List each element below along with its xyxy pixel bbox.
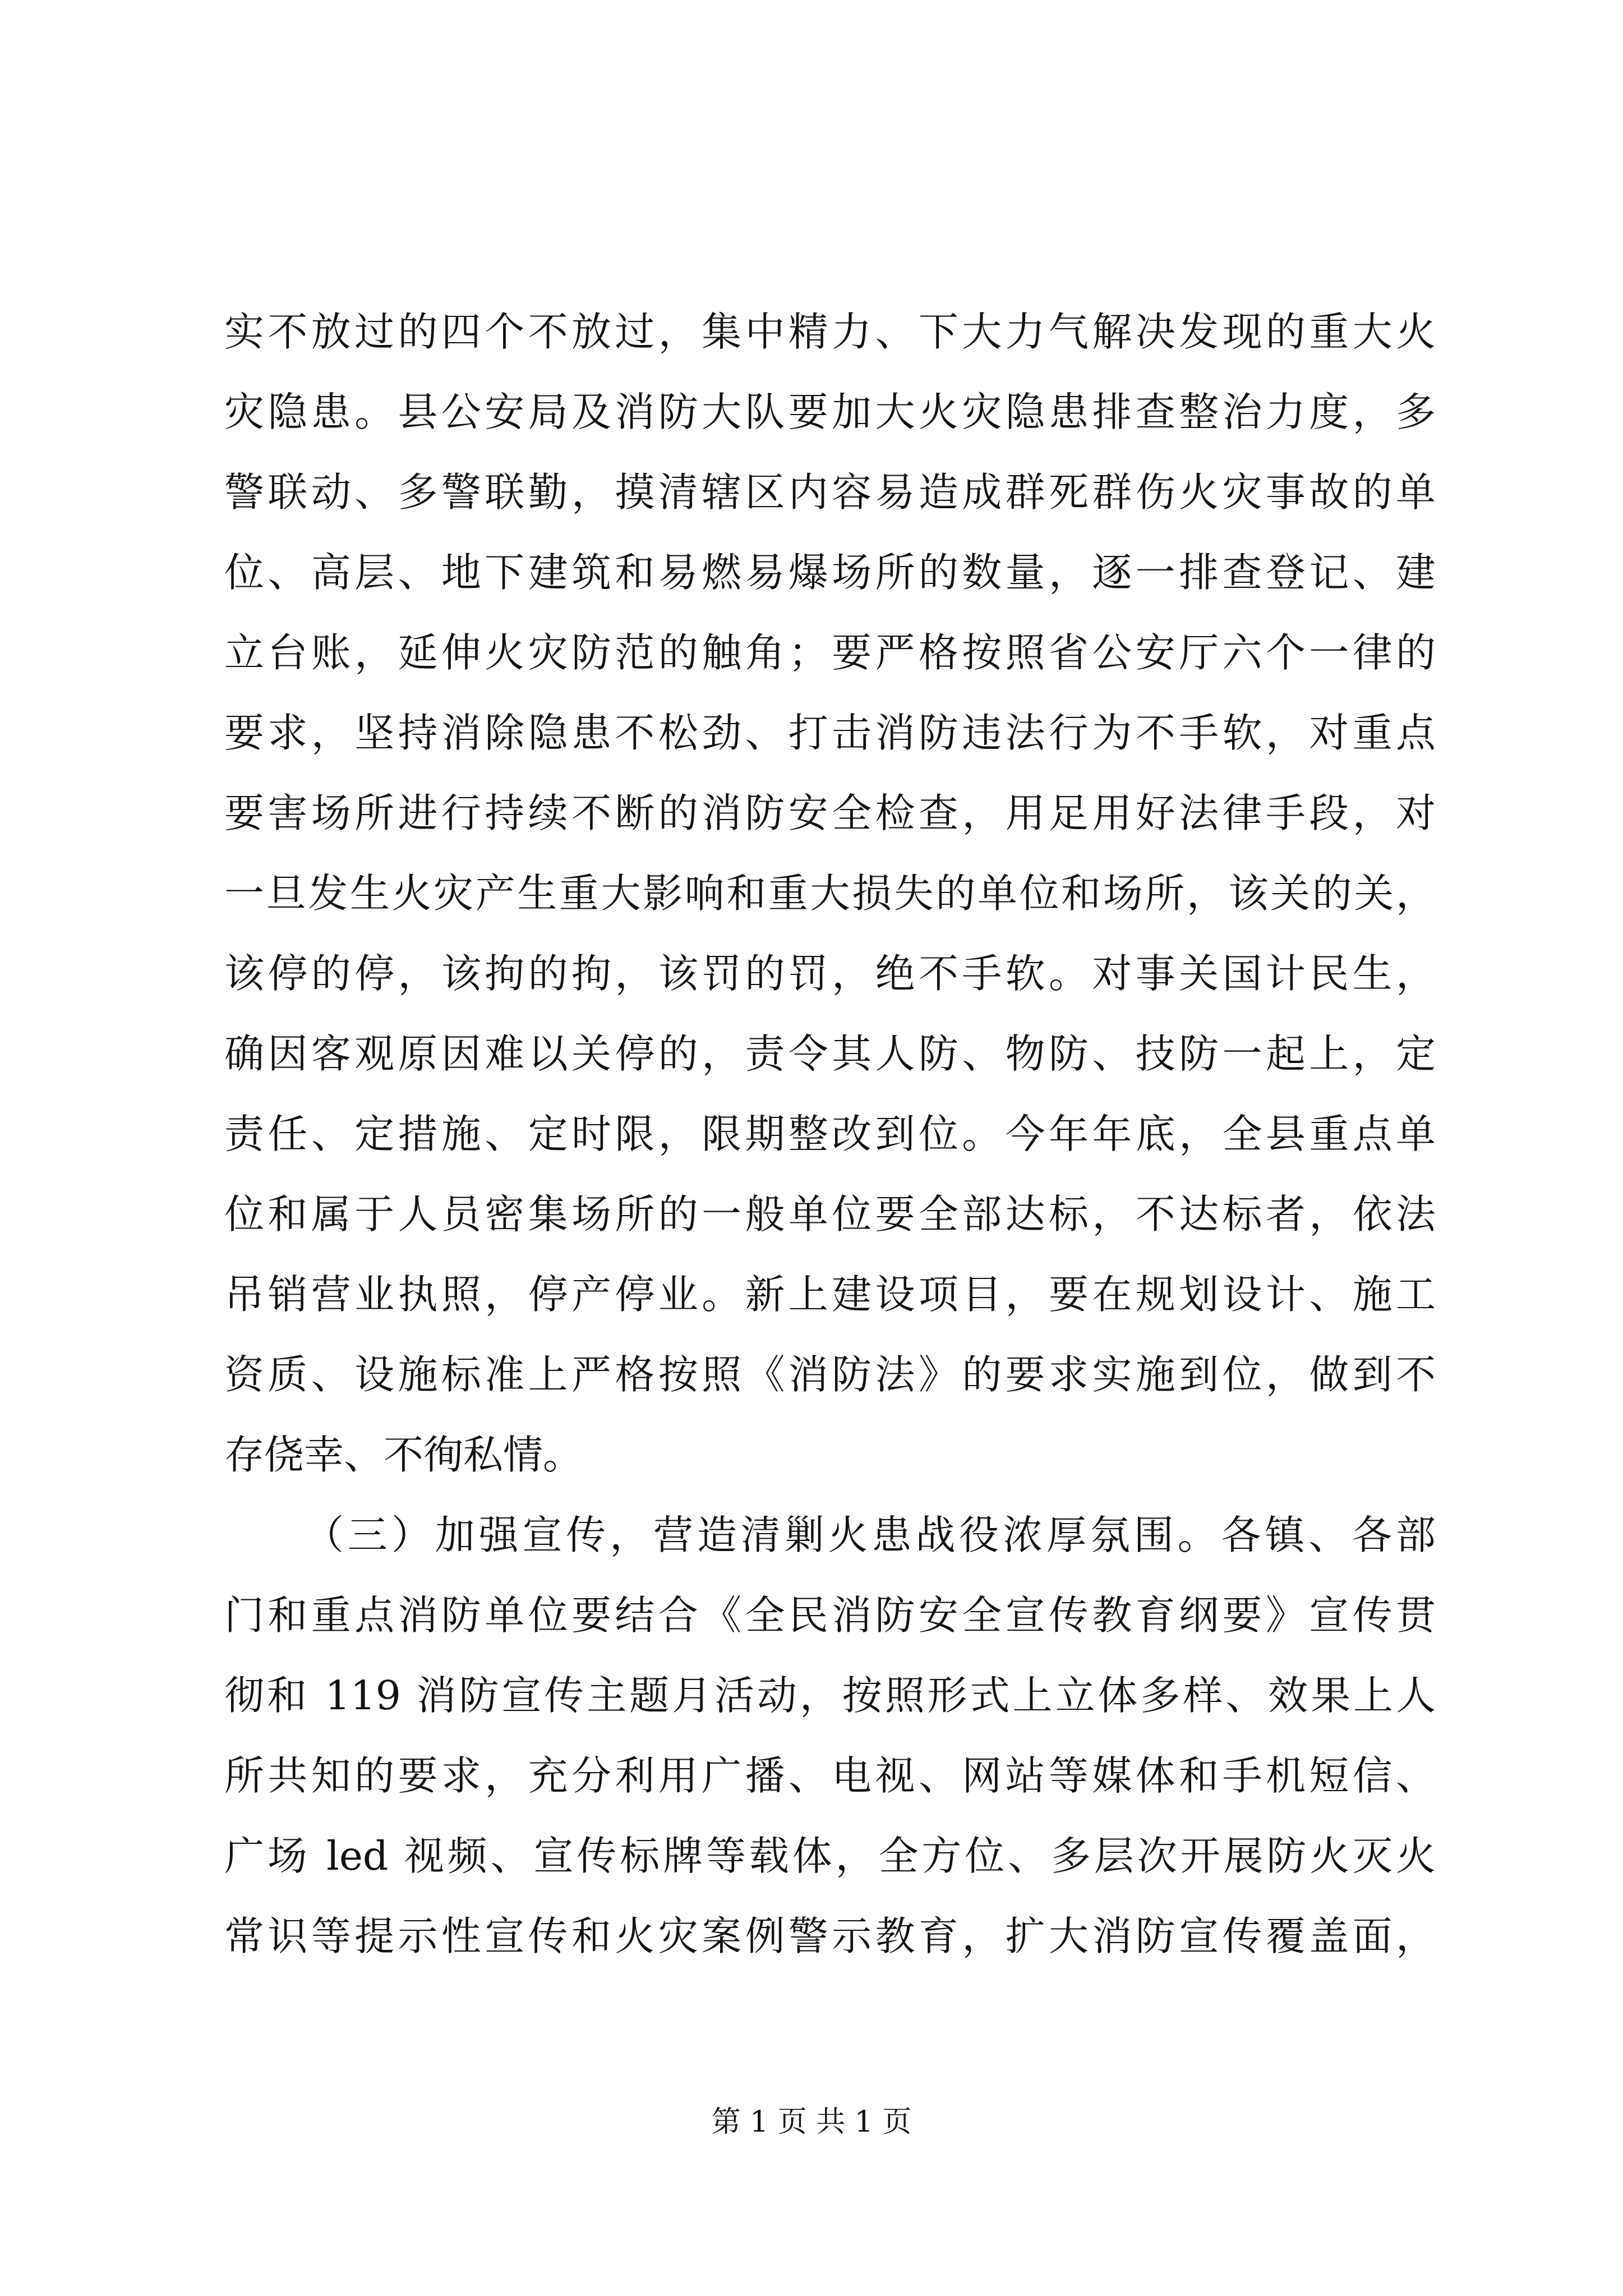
text-line: 所共知的要求，充分利用广播、电视、网站等媒体和手机短信、	[224, 1752, 1436, 1799]
text-line: 广场 led 视频、宣传标牌等载体，全方位、多层次开展防火灭火	[224, 1833, 1436, 1879]
paragraph-1	[224, 292, 1436, 1495]
text-line: 责任、定措施、定时限，限期整改到位。今年年底，全县重点单	[224, 1111, 1436, 1157]
text-line: 资质、设施标准上严格按照《消防法》的要求实施到位，做到不	[224, 1351, 1436, 1398]
text-line: 一旦发生火灾产生重大影响和重大损失的单位和场所，该关的关，	[224, 870, 1436, 917]
text-line: 实不放过的四个不放过，集中精力、下大力气解决发现的重大火	[224, 309, 1436, 355]
text-line: 该停的停，该拘的拘，该罚的罚，绝不手软。对事关国计民生，	[224, 950, 1436, 997]
text-line: 警联动、多警联勤，摸清辖区内容易造成群死群伤火灾事故的单	[224, 469, 1436, 516]
paragraph-2	[224, 1495, 1436, 1976]
text-line: 吊销营业执照，停产停业。新上建设项目，要在规划设计、施工	[224, 1271, 1436, 1318]
page-footer: 第 1 页 共 1 页	[711, 2105, 912, 2139]
text-line: 灾隐患。县公安局及消防大队要加大火灾隐患排查整治力度，多	[224, 389, 1436, 435]
text-line: 彻和 119 消防宣传主题月活动，按照形式上立体多样、效果上人	[224, 1672, 1436, 1719]
text-line: 要害场所进行持续不断的消防安全检查，用足用好法律手段，对	[224, 790, 1436, 836]
text-line: 立台账，延伸火灾防范的触角；要严格按照省公安厅六个一律的	[224, 629, 1436, 676]
document-body	[224, 292, 1436, 1976]
text-line: 位、高层、地下建筑和易燃易爆场所的数量，逐一排查登记、建	[224, 549, 1436, 596]
text-line: 位和属于人员密集场所的一般单位要全部达标，不达标者，依法	[224, 1191, 1436, 1237]
text-line: 门和重点消防单位要结合《全民消防安全宣传教育纲要》宣传贯	[224, 1592, 1436, 1639]
text-line: 确因客观原因难以关停的，责令其人防、物防、技防一起上，定	[224, 1030, 1436, 1077]
text-line: 要求，坚持消除隐患不松劲、打击消防违法行为不手软，对重点	[224, 710, 1436, 756]
text-line: 存侥幸、不徇私情。	[224, 1432, 583, 1478]
text-line: 常识等提示性宣传和火灾案例警示教育，扩大消防宣传覆盖面，	[224, 1913, 1436, 1959]
text-line: （三）加强宣传，营造清剿火患战役浓厚氛围。各镇、各部	[304, 1512, 1436, 1558]
